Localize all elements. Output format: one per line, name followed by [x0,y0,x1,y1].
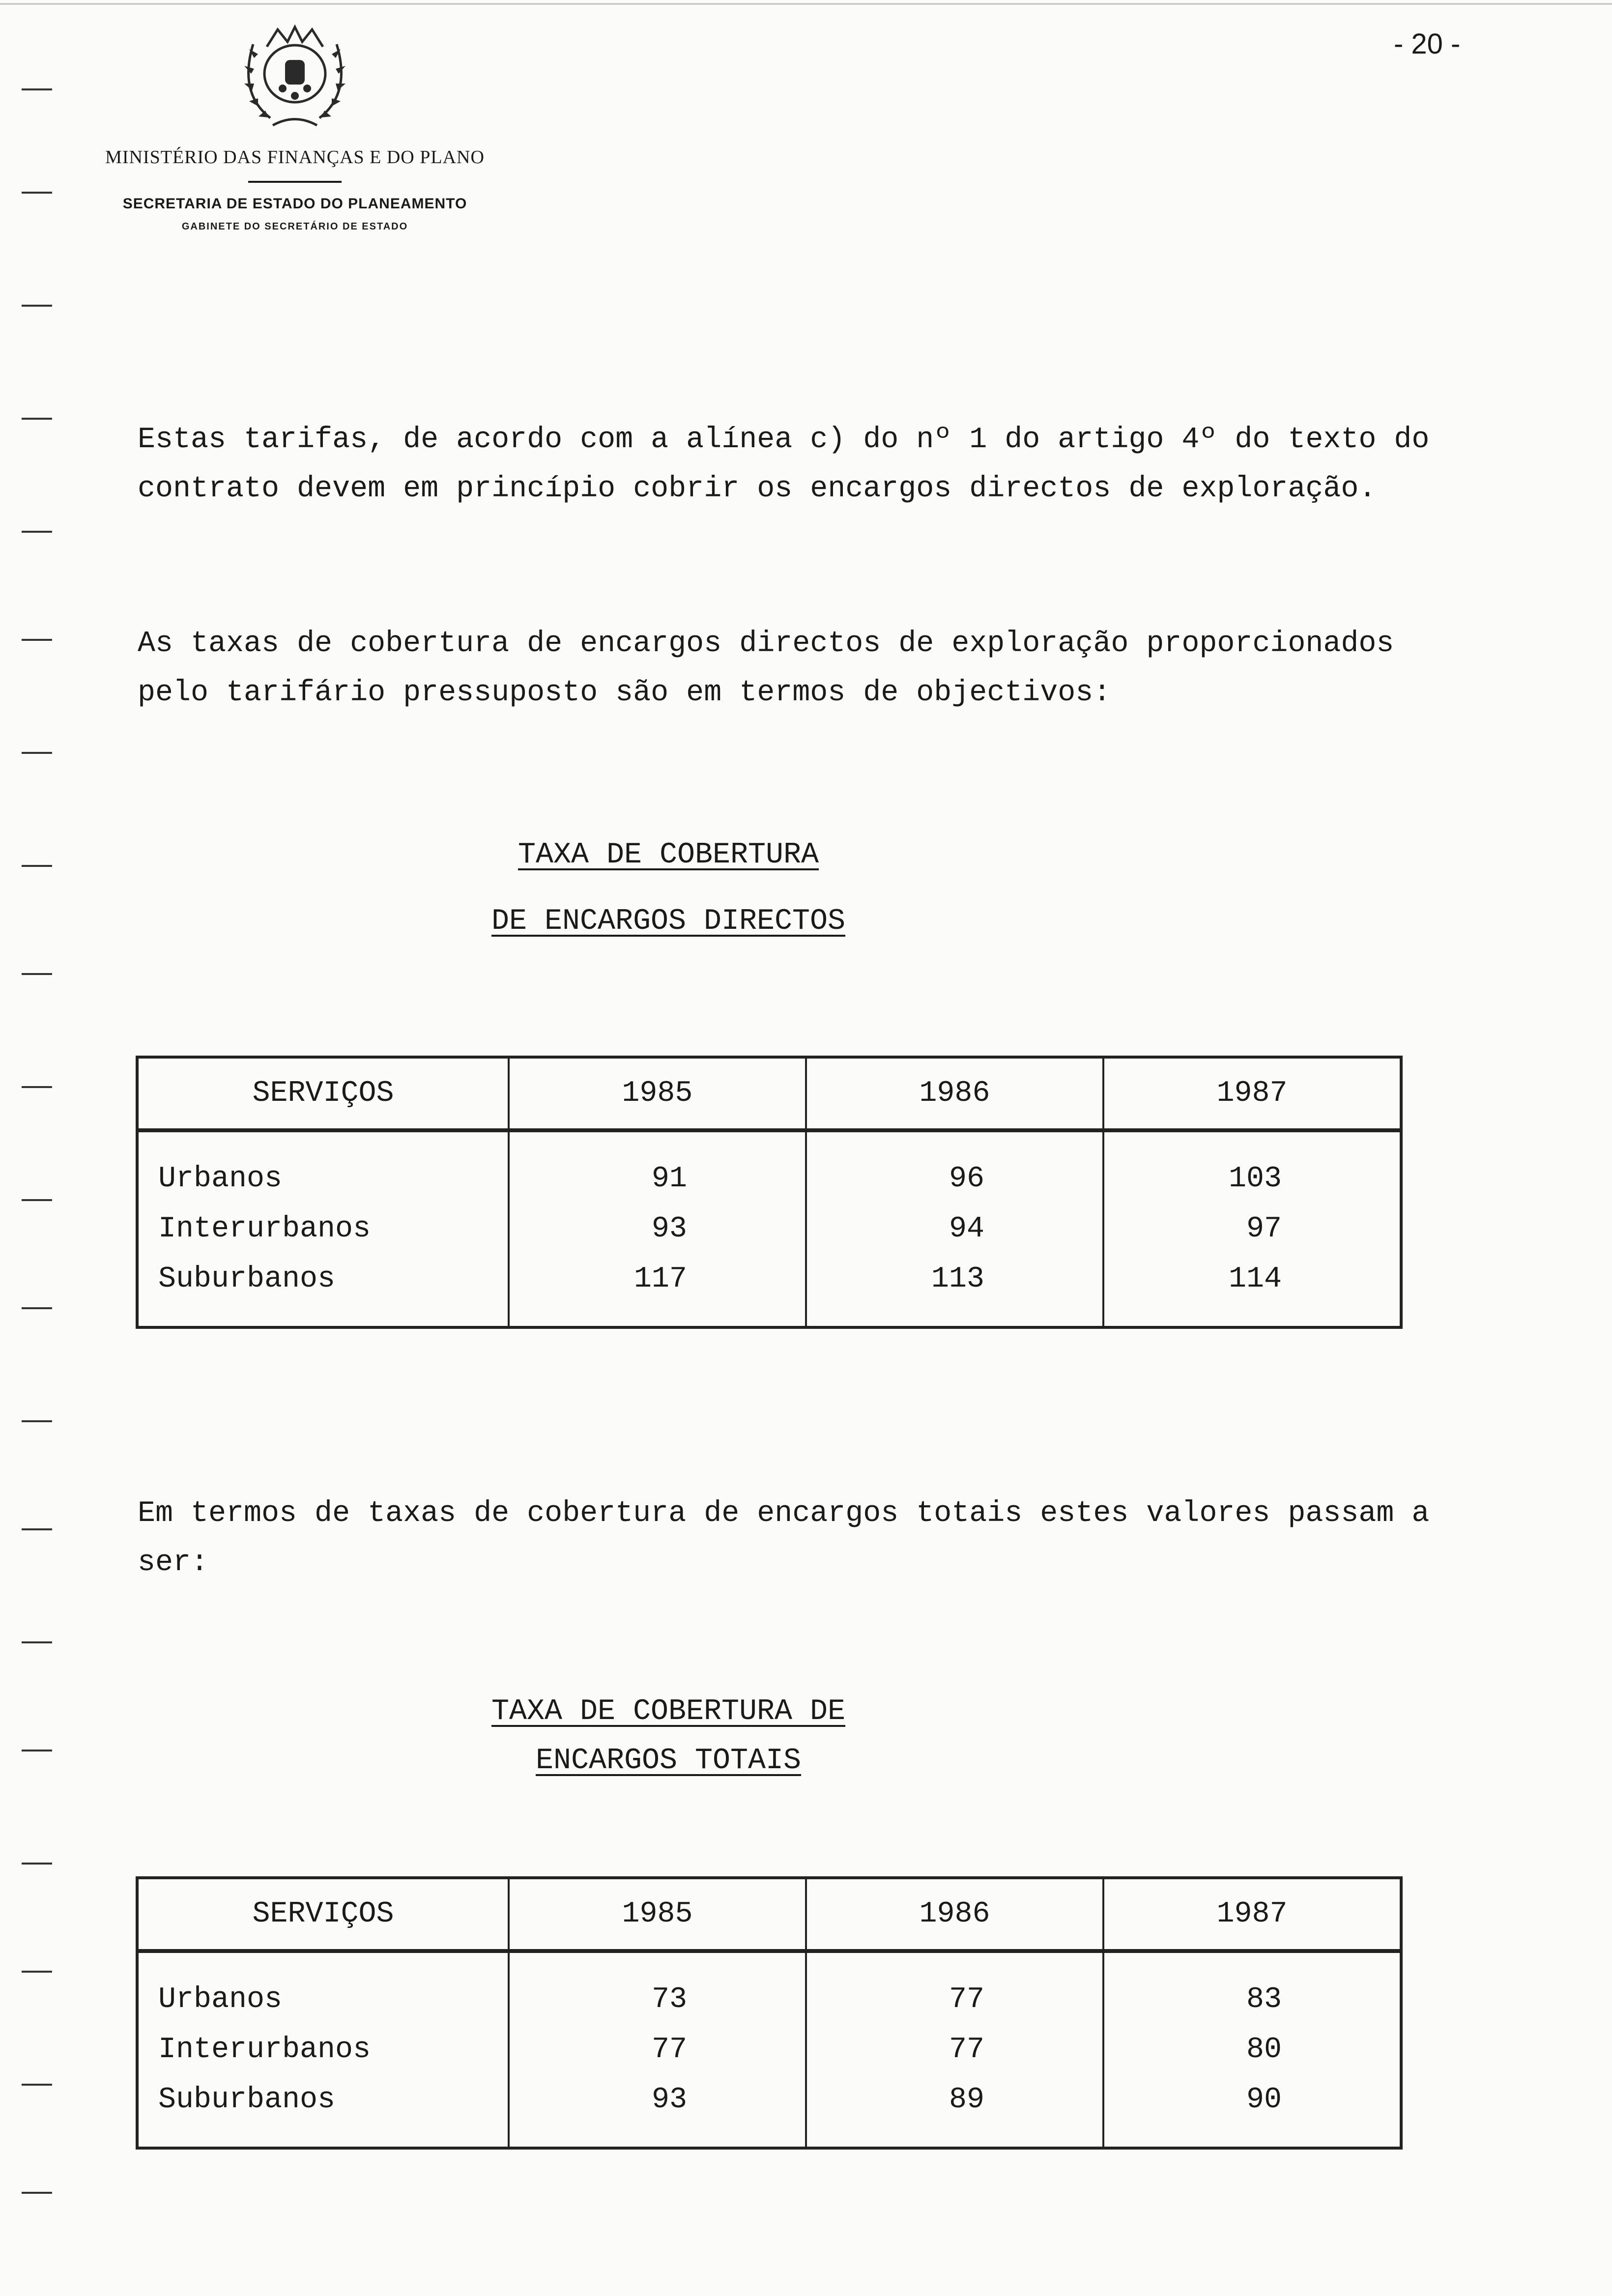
margin-mark [22,1420,52,1422]
page-number: - 20 - [1394,28,1461,60]
table-row [137,1254,1401,1327]
header-cell: 1987 [1103,1057,1401,1130]
header-cell: 1985 [509,1878,806,1951]
table1-title-line1: TAXA DE COBERTURA [518,838,819,872]
value-cell: 77 [806,2025,1103,2075]
margin-mark [22,192,52,194]
margin-mark [22,1971,52,1973]
paragraph-direct-coverage: As taxas de cobertura de encargos directos de exploração proporcionados pelo tarifário pressuposto são em termos de objectivos: [138,627,1394,710]
margin-mark [22,1528,52,1530]
margin-mark [22,973,52,975]
value-cell: 77 [509,2025,806,2075]
table2-title-line1: TAXA DE COBERTURA DE [491,1695,846,1728]
margin-mark [22,1199,52,1201]
margin-mark [22,1863,52,1865]
table-row [137,2075,1401,2148]
header-cell: 1985 [509,1057,806,1130]
margin-mark [22,752,52,754]
paragraph-tariffs: Estas tarifas, de acordo com a alínea c) do nº 1 do artigo 4º do texto do contrato devem em princípio cobrir os encargos directos de exploração. [138,423,1430,506]
margin-mark [22,2192,52,2194]
header-cell: SERVIÇOS [137,1878,509,1951]
value-cell: 103 [1103,1130,1401,1204]
header-cell: 1986 [806,1878,1103,1951]
table-row [137,1130,1401,1204]
margin-mark [22,1641,52,1643]
value-cell: 77 [806,1951,1103,2025]
total-costs-coverage-table [136,1876,1403,2150]
value-cell: 117 [509,1254,806,1327]
value-cell: 113 [806,1254,1103,1327]
table-row [137,2025,1401,2075]
coat-of-arms-icon [224,20,366,138]
margin-mark [22,1086,52,1088]
value-cell: 97 [1103,1204,1401,1254]
value-cell: 80 [1103,2025,1401,2075]
table1-title-line2: DE ENCARGOS DIRECTOS [491,905,846,938]
margin-mark [22,418,52,420]
value-cell: 94 [806,1204,1103,1254]
table-header-row [137,1057,1401,1130]
table-row [137,1951,1401,2025]
secretaria-name: SECRETARIA DE ESTADO DO PLANEAMENTO [122,196,467,212]
service-name: Interurbanos [137,2025,509,2075]
letterhead [59,20,531,232]
service-name: Suburbanos [137,2075,509,2148]
value-cell: 91 [509,1130,806,1204]
value-cell: 93 [509,1204,806,1254]
margin-mark [22,639,52,641]
header-cell: SERVIÇOS [137,1057,509,1130]
value-cell: 90 [1103,2075,1401,2148]
value-cell: 96 [806,1130,1103,1204]
margin-mark [22,531,52,533]
direct-costs-coverage-table [136,1056,1403,1329]
margin-mark [22,1307,52,1309]
gabinete-name: GABINETE DO SECRETÁRIO DE ESTADO [181,221,408,232]
value-cell: 93 [509,2075,806,2148]
letterhead-divider [248,181,342,183]
service-name: Urbanos [137,1951,509,2025]
service-name: Interurbanos [137,1204,509,1254]
value-cell: 73 [509,1951,806,2025]
value-cell: 89 [806,2075,1103,2148]
table-row [137,1204,1401,1254]
table2-title-line2: ENCARGOS TOTAIS [535,1744,802,1778]
value-cell: 114 [1103,1254,1401,1327]
service-name: Urbanos [137,1130,509,1204]
header-cell: 1986 [806,1057,1103,1130]
service-name: Suburbanos [137,1254,509,1327]
margin-mark [22,305,52,307]
ministry-name: MINISTÉRIO DAS FINANÇAS E DO PLANO [105,147,485,168]
value-cell: 83 [1103,1951,1401,2025]
margin-mark [22,88,52,90]
header-cell: 1987 [1103,1878,1401,1951]
table-header-row [137,1878,1401,1951]
margin-mark [22,2084,52,2086]
top-border-rule [0,3,1612,5]
paragraph-total-coverage: Em termos de taxas de cobertura de encargos totais estes valores passam a ser: [138,1497,1430,1579]
